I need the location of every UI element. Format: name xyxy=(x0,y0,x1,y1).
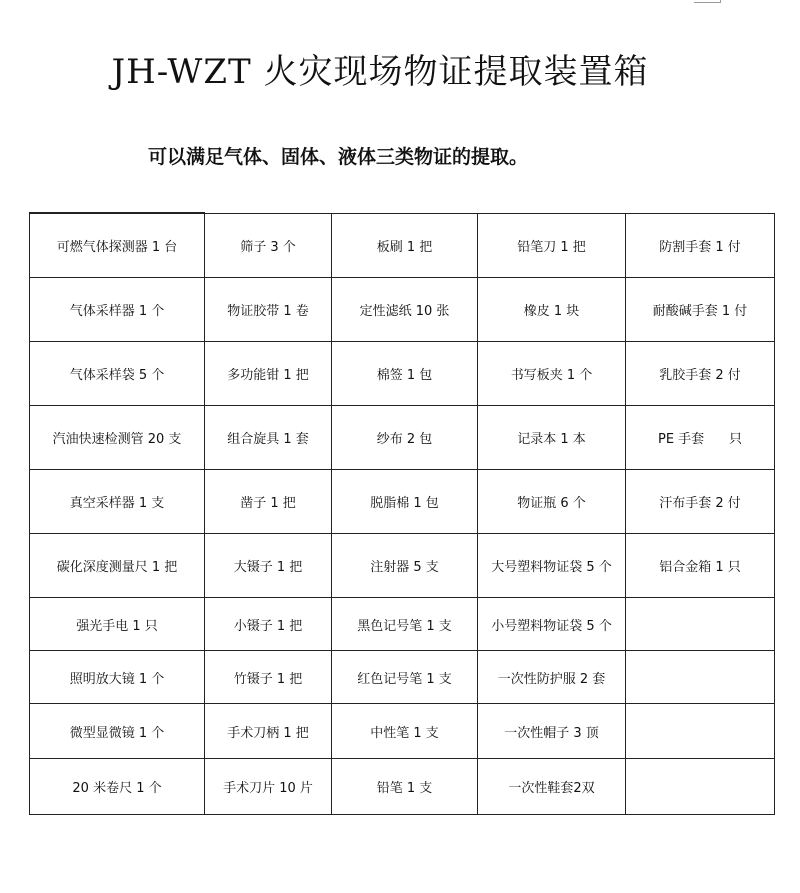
table-row xyxy=(30,470,775,534)
table-row xyxy=(30,598,775,651)
table-row xyxy=(30,342,775,406)
table-row xyxy=(30,406,775,470)
table-cell: 中性笔 1 支 xyxy=(332,704,478,759)
table-cell: 筛子 3 个 xyxy=(205,213,332,278)
table-cell: 凿子 1 把 xyxy=(205,470,332,534)
table-cell: 黑色记号笔 1 支 xyxy=(332,598,478,651)
table-cell: 一次性帽子 3 顶 xyxy=(478,704,626,759)
table-cell: 大镊子 1 把 xyxy=(205,534,332,598)
equipment-table xyxy=(29,212,775,815)
table-cell: 一次性防护服 2 套 xyxy=(478,651,626,704)
table-cell: 注射器 5 支 xyxy=(332,534,478,598)
table-cell: 乳胶手套 2 付 xyxy=(626,342,775,406)
table-cell xyxy=(626,704,775,759)
table-cell: 铅笔刀 1 把 xyxy=(478,213,626,278)
table-cell: 碳化深度测量尺 1 把 xyxy=(30,534,205,598)
table-row xyxy=(30,704,775,759)
table-cell: 大号塑料物证袋 5 个 xyxy=(478,534,626,598)
page-subtitle: 可以满足气体、固体、液体三类物证的提取。 xyxy=(148,146,529,168)
table-cell: 橡皮 1 块 xyxy=(478,278,626,342)
table-cell: 多功能钳 1 把 xyxy=(205,342,332,406)
table-cell: 20 米卷尺 1 个 xyxy=(30,759,205,815)
table-cell: 强光手电 1 只 xyxy=(30,598,205,651)
table-cell: 铅笔 1 支 xyxy=(332,759,478,815)
table-cell: 汽油快速检测管 20 支 xyxy=(30,406,205,470)
table-cell: 物证瓶 6 个 xyxy=(478,470,626,534)
table-cell: 物证胶带 1 卷 xyxy=(205,278,332,342)
table-cell: 红色记号笔 1 支 xyxy=(332,651,478,704)
table-cell: 手术刀柄 1 把 xyxy=(205,704,332,759)
table-row xyxy=(30,651,775,704)
table-cell: 定性滤纸 10 张 xyxy=(332,278,478,342)
page-corner-mark xyxy=(694,0,721,3)
table-cell: 气体采样器 1 个 xyxy=(30,278,205,342)
table-row xyxy=(30,759,775,815)
table-row xyxy=(30,213,775,278)
table-cell: 小号塑料物证袋 5 个 xyxy=(478,598,626,651)
table-cell: PE 手套 只 xyxy=(626,406,775,470)
table-cell: 纱布 2 包 xyxy=(332,406,478,470)
table-cell: 微型显微镜 1 个 xyxy=(30,704,205,759)
table-cell xyxy=(626,651,775,704)
table-cell: 防割手套 1 付 xyxy=(626,213,775,278)
table-cell: 铝合金箱 1 只 xyxy=(626,534,775,598)
table-cell: 脱脂棉 1 包 xyxy=(332,470,478,534)
table-cell: 板刷 1 把 xyxy=(332,213,478,278)
table-cell: 棉签 1 包 xyxy=(332,342,478,406)
table-cell: 竹镊子 1 把 xyxy=(205,651,332,704)
table-cell: 书写板夹 1 个 xyxy=(478,342,626,406)
table-cell: 气体采样袋 5 个 xyxy=(30,342,205,406)
table-cell: 真空采样器 1 支 xyxy=(30,470,205,534)
table-cell: 小镊子 1 把 xyxy=(205,598,332,651)
page-title: JH-WZT 火灾现场物证提取装置箱 xyxy=(111,52,649,92)
table-cell xyxy=(626,598,775,651)
table-cell: 组合旋具 1 套 xyxy=(205,406,332,470)
table-cell: 汗布手套 2 付 xyxy=(626,470,775,534)
table-row xyxy=(30,534,775,598)
table-cell: 手术刀片 10 片 xyxy=(205,759,332,815)
table-cell: 可燃气体探测器 1 台 xyxy=(30,213,205,278)
table-cell: 一次性鞋套2双 xyxy=(478,759,626,815)
table-cell: 照明放大镜 1 个 xyxy=(30,651,205,704)
table-cell xyxy=(626,759,775,815)
table-cell: 耐酸碱手套 1 付 xyxy=(626,278,775,342)
table-cell: 记录本 1 本 xyxy=(478,406,626,470)
table-row xyxy=(30,278,775,342)
